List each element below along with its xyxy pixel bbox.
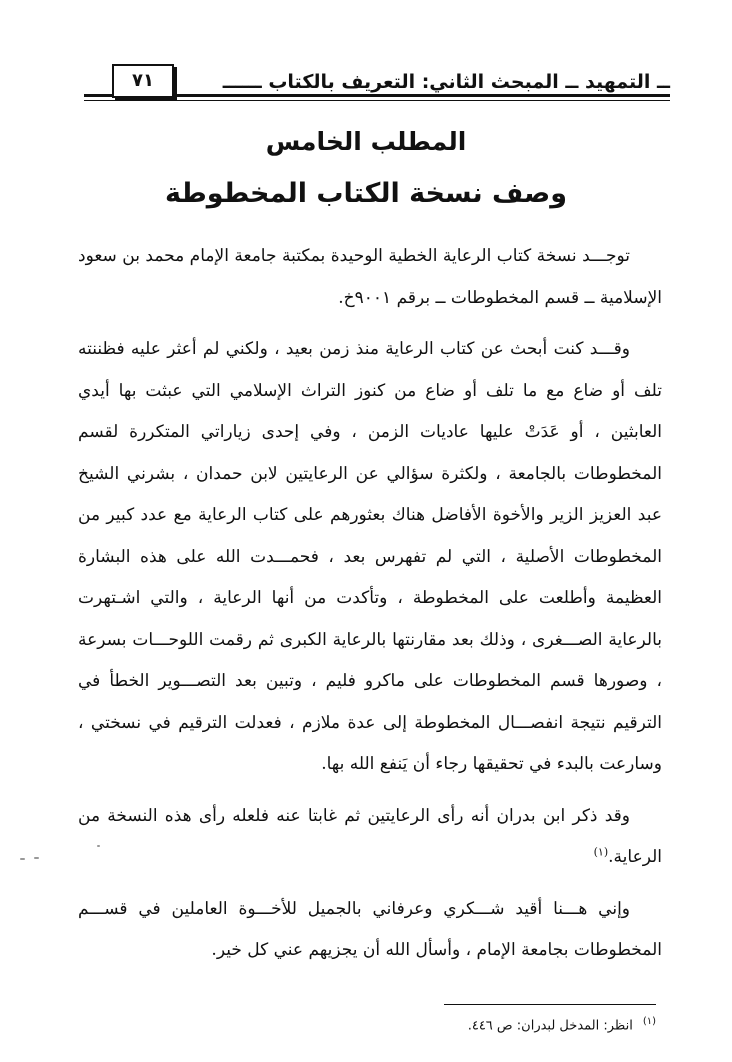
footnote-marker: (١) (642, 1016, 656, 1027)
running-header-title: ــ التمهيد ــ المبحث الثاني: التعريف بالكتاب ــــــ (217, 70, 670, 94)
body-text (78, 236, 662, 972)
paragraph-gap (78, 879, 662, 889)
section-subtitle: وصف نسخة الكتاب المخطوطة (164, 178, 568, 209)
scan-speck (97, 845, 100, 847)
footnote (356, 1012, 656, 1036)
running-header (84, 64, 670, 104)
page-number: ٧١ (112, 64, 174, 98)
paragraph-3 (78, 796, 662, 879)
header-rule-thin (84, 100, 670, 101)
paragraph-3-text: وقد ذكر ابن بدران أنه رأى الرعايتين ثم غابتا عنه فلعله رأى هذه النسخة من الرعاية. (78, 805, 662, 867)
section-title: المطلب الخامس (265, 127, 467, 156)
paragraph-gap (78, 319, 662, 329)
scan-speck (34, 857, 39, 859)
footnote-text: انظر: المدخل لبدران: ص ٤٤٦. (467, 1018, 633, 1034)
paragraph-4: وإني هـــنا أقيد شـــكري وعرفاني بالجميل للأخـــوة العاملين في قســـم المخطوطات بجامعة الإمام ، وأسأل الله أن يجزيهم عني كل خير. (78, 898, 662, 960)
paragraph-1: توجـــد نسخة كتاب الرعاية الخطية الوحيدة بمكتبة جامعة الإمام محمد بن سعود الإسلامية ــ قسم المخطوطات ــ برقم ٩٠٠١خ. (78, 246, 662, 308)
scan-speck (20, 858, 25, 860)
paragraph-2: وقـــد كنت أبحث عن كتاب الرعاية منذ زمن بعيد ، ولكني لم أعثر عليه فظننته تلف أو ضاع مع ما تلف أو ضاع من كنوز التراث الإسلامي التي عبثت بها أيدي العابثين ، أو عَدَتْ عليها عاديات الزمن ، وفي إحدى زياراتي المتكررة لقسم المخطوطات بالجامعة ، ولكثرة سؤالي عن الرعايتين لابن حمدان ، بشرني الشيخ عبد العزيز الزير والأخوة الأفاضل هناك بعثورهم على كتاب الرعاية مع عدد كبير من المخطوطات الأصلية ، التي لم تفهرس بعد ، فحمـــدت الله على هذه البشارة العظيمة وأطلعت على المخطوطة ، وتأكدت من أنها الرعاية ، والتي اشـتهرت بالرعاية الصـــغرى ، وذلك بعد مقارنتها بالرعاية الكبرى ثم رقمت اللوحـــات بسرعة ، وصورها قسم المخطوطات على ماكرو فليم ، وتبين بعد التصـــوير الخطأ في الترقيم نتيجة انفصـــال المخطوطة إلى عدة ملازم ، فعدلت الترقيم في نسختي ، وسارعت بالبدء في تحقيقها رجاء أن يَنفع الله بها. (78, 339, 662, 774)
footnote-rule (444, 1004, 656, 1005)
footnote-reference: (١) (593, 845, 609, 859)
paragraph-gap (78, 786, 662, 796)
